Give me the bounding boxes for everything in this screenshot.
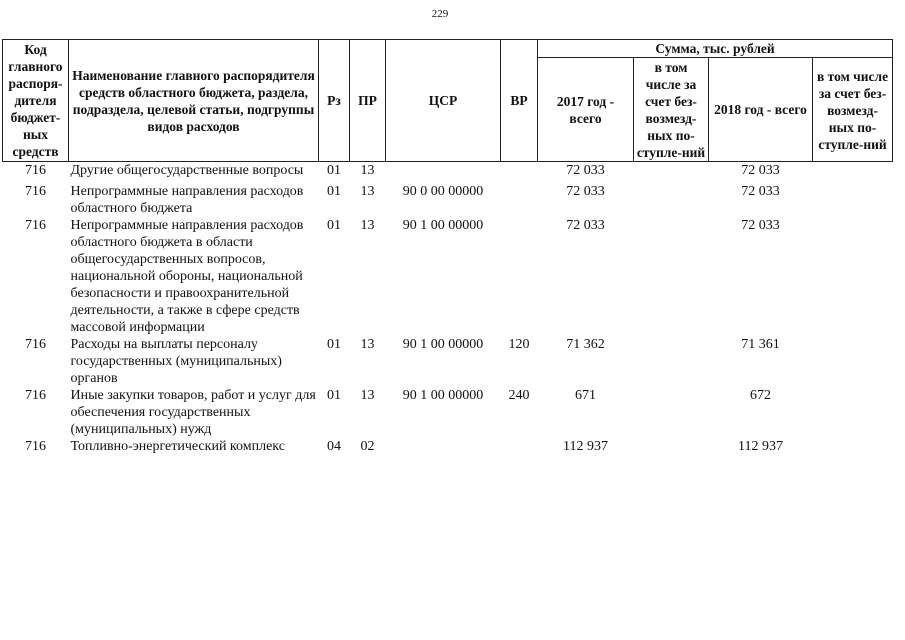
cell-2017-total: 112 937 bbox=[563, 439, 608, 454]
cell-2017-total: 72 033 bbox=[566, 163, 605, 178]
cell-code: 716 bbox=[25, 184, 46, 199]
cell-2018-free bbox=[813, 387, 893, 438]
cell-2017-total: 71 362 bbox=[566, 337, 605, 352]
cell-code: 716 bbox=[25, 337, 46, 352]
cell-csr: 90 1 00 00000 bbox=[402, 388, 484, 403]
table-row bbox=[3, 162, 893, 180]
header-2018-free: в том числе за счет без-возмезд-ных по-ступле-ний bbox=[813, 58, 893, 162]
cell-name: Непрограммные направления расходов областного бюджета bbox=[70, 184, 304, 216]
cell-vr: 240 bbox=[508, 388, 530, 403]
cell-2017-free bbox=[634, 217, 709, 336]
table-row bbox=[3, 336, 893, 387]
cell-name: Топливно-энергетический комплекс bbox=[70, 439, 285, 454]
cell-2017-free bbox=[634, 387, 709, 438]
cell-name: Расходы на выплаты персоналу государственных (муниципальных) органов bbox=[70, 337, 282, 386]
cell-2017-free bbox=[634, 336, 709, 387]
cell-2018-total: 72 033 bbox=[741, 218, 780, 233]
cell-rz: 04 bbox=[327, 439, 341, 454]
cell-2018-total: 72 033 bbox=[741, 163, 780, 178]
cell-code: 716 bbox=[25, 388, 46, 403]
header-name: Наименование главного распорядителя средств областного бюджета, раздела, подраздела, целевой статьи, подгруппы видов расходов bbox=[69, 40, 319, 162]
cell-rz: 01 bbox=[327, 184, 341, 199]
cell-2017-free bbox=[634, 438, 709, 455]
header-csr: ЦСР bbox=[386, 40, 501, 162]
cell-vr bbox=[501, 179, 538, 217]
header-2018-total: 2018 год - всего bbox=[709, 58, 813, 162]
cell-2017-free bbox=[634, 179, 709, 217]
cell-2017-total: 72 033 bbox=[566, 184, 605, 199]
table-row bbox=[3, 387, 893, 438]
cell-rz: 01 bbox=[327, 163, 341, 178]
budget-table bbox=[2, 39, 893, 455]
cell-csr bbox=[386, 162, 501, 180]
cell-2018-free bbox=[813, 162, 893, 180]
cell-2017-total: 671 bbox=[575, 388, 596, 403]
header-pr: ПР bbox=[350, 40, 386, 162]
cell-csr bbox=[386, 438, 501, 455]
cell-2018-free bbox=[813, 217, 893, 336]
cell-rz: 01 bbox=[327, 337, 341, 352]
cell-name: Непрограммные направления расходов областного бюджета в области общегосударственных вопросов, национальной обороны, национальной безопасности и правоохранительной деятельности, а также в сфере средств массовой информации bbox=[70, 218, 304, 335]
cell-2018-total: 72 033 bbox=[741, 184, 780, 199]
cell-vr bbox=[501, 217, 538, 336]
cell-pr: 13 bbox=[360, 218, 375, 233]
cell-2018-free bbox=[813, 179, 893, 217]
cell-pr: 13 bbox=[360, 388, 375, 403]
cell-name: Иные закупки товаров, работ и услуг для обеспечения государственных (муниципальных) нужд bbox=[70, 388, 316, 437]
cell-2017-total: 72 033 bbox=[566, 218, 605, 233]
cell-vr bbox=[501, 162, 538, 180]
header-rz: Рз bbox=[319, 40, 350, 162]
cell-rz: 01 bbox=[327, 388, 341, 403]
cell-csr: 90 0 00 00000 bbox=[402, 184, 484, 199]
cell-name: Другие общегосударственные вопросы bbox=[70, 163, 304, 178]
cell-2018-total: 71 361 bbox=[741, 337, 780, 352]
cell-code: 716 bbox=[25, 218, 46, 233]
cell-2018-total: 112 937 bbox=[738, 439, 783, 454]
cell-code: 716 bbox=[25, 163, 46, 178]
header-code: Код главного распоря-дителя бюджет-ных средств bbox=[3, 40, 69, 162]
header-2017-total: 2017 год - всего bbox=[538, 58, 634, 162]
cell-pr: 13 bbox=[360, 337, 375, 352]
cell-rz: 01 bbox=[327, 218, 341, 233]
header-vr: ВР bbox=[501, 40, 538, 162]
cell-csr: 90 1 00 00000 bbox=[402, 337, 484, 352]
cell-csr: 90 1 00 00000 bbox=[402, 218, 484, 233]
table-row bbox=[3, 179, 893, 217]
header-sum: Сумма, тыс. рублей bbox=[538, 40, 893, 58]
cell-2018-free bbox=[813, 336, 893, 387]
cell-2017-free bbox=[634, 162, 709, 180]
cell-pr: 13 bbox=[360, 163, 375, 178]
cell-2018-total: 672 bbox=[750, 388, 771, 403]
header-2017-free: в том числе за счет без-возмезд-ных по-ступле-ний bbox=[634, 58, 709, 162]
cell-vr: 120 bbox=[508, 337, 530, 352]
table-row bbox=[3, 438, 893, 455]
cell-2018-free bbox=[813, 438, 893, 455]
cell-vr bbox=[501, 438, 538, 455]
page-number: 229 bbox=[431, 8, 449, 20]
cell-pr: 13 bbox=[360, 184, 375, 199]
cell-pr: 02 bbox=[360, 439, 375, 454]
table-row bbox=[3, 217, 893, 336]
cell-code: 716 bbox=[25, 439, 46, 454]
